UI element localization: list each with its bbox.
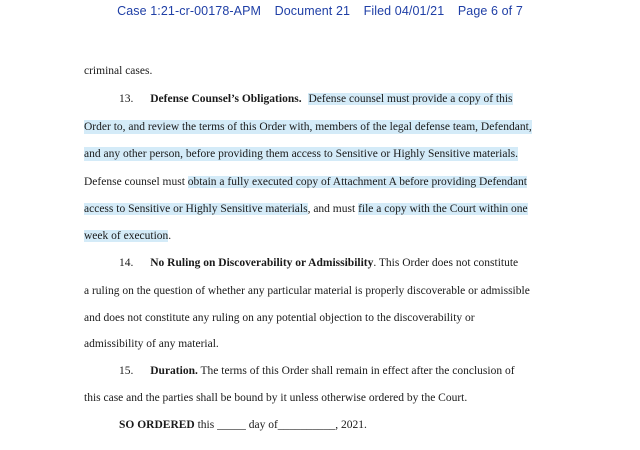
paragraph-number: 14. xyxy=(119,257,134,269)
document-header xyxy=(0,4,640,18)
highlighted-text: Defense counsel must provide a copy of this xyxy=(308,93,513,105)
highlighted-text: file a copy with the Court within one xyxy=(358,203,528,215)
text-line: criminal cases. xyxy=(84,65,153,77)
highlighted-text: Order to, and review the terms of this Order with, members of the legal defense team, Defendant, xyxy=(84,121,532,133)
highlighted-text: access to Sensitive or Highly Sensitive materials xyxy=(84,203,308,215)
paragraph-number: 15. xyxy=(119,365,134,377)
filed-date: Filed 04/01/21 xyxy=(363,4,445,18)
highlighted-text: and any other person, before providing them access to Sensitive or Highly Sensitive materials. xyxy=(84,148,519,160)
text-line: a ruling on the question of whether any particular material is properly discoverable or admissible xyxy=(84,285,530,297)
text-line: and does not constitute any ruling on any potential objection to the discoverability or xyxy=(84,312,475,324)
text-line: access to Sensitive or Highly Sensitive materials, and must file a copy with the Court within one xyxy=(84,203,528,215)
paragraph-title: No Ruling on Discoverability or Admissibility xyxy=(150,257,374,269)
paragraph-number: 13. xyxy=(119,93,134,105)
page-number: Page 6 of 7 xyxy=(457,4,523,18)
paragraph-15-line: 15. Duration. The terms of this Order shall remain in effect after the conclusion of xyxy=(119,365,515,377)
case-number: Case 1:21-cr-00178-APM xyxy=(117,4,262,18)
highlighted-text: week of execution xyxy=(84,230,169,242)
paragraph-title: Duration. xyxy=(150,365,198,377)
paragraph-title: Defense Counsel’s Obligations. xyxy=(150,93,302,105)
text-line: Defense counsel must obtain a fully executed copy of Attachment A before providing Defendant xyxy=(84,176,527,188)
highlighted-text: obtain a fully executed copy of Attachment A before providing Defendant xyxy=(187,176,527,188)
text-line: week of execution. xyxy=(84,230,172,242)
text-line: admissibility of any material. xyxy=(84,338,219,350)
text-line: this case and the parties shall be bound by it unless otherwise ordered by the Court. xyxy=(84,392,468,404)
paragraph-13-line xyxy=(119,92,513,106)
so-ordered-label: SO ORDERED xyxy=(119,419,195,431)
paragraph-14-line: 14. No Ruling on Discoverability or Admissibility. This Order does not constitute xyxy=(119,257,519,269)
so-ordered-line: SO ORDERED this _____ day of__________, 2021. xyxy=(119,419,367,431)
document-number: Document 21 xyxy=(274,4,351,18)
